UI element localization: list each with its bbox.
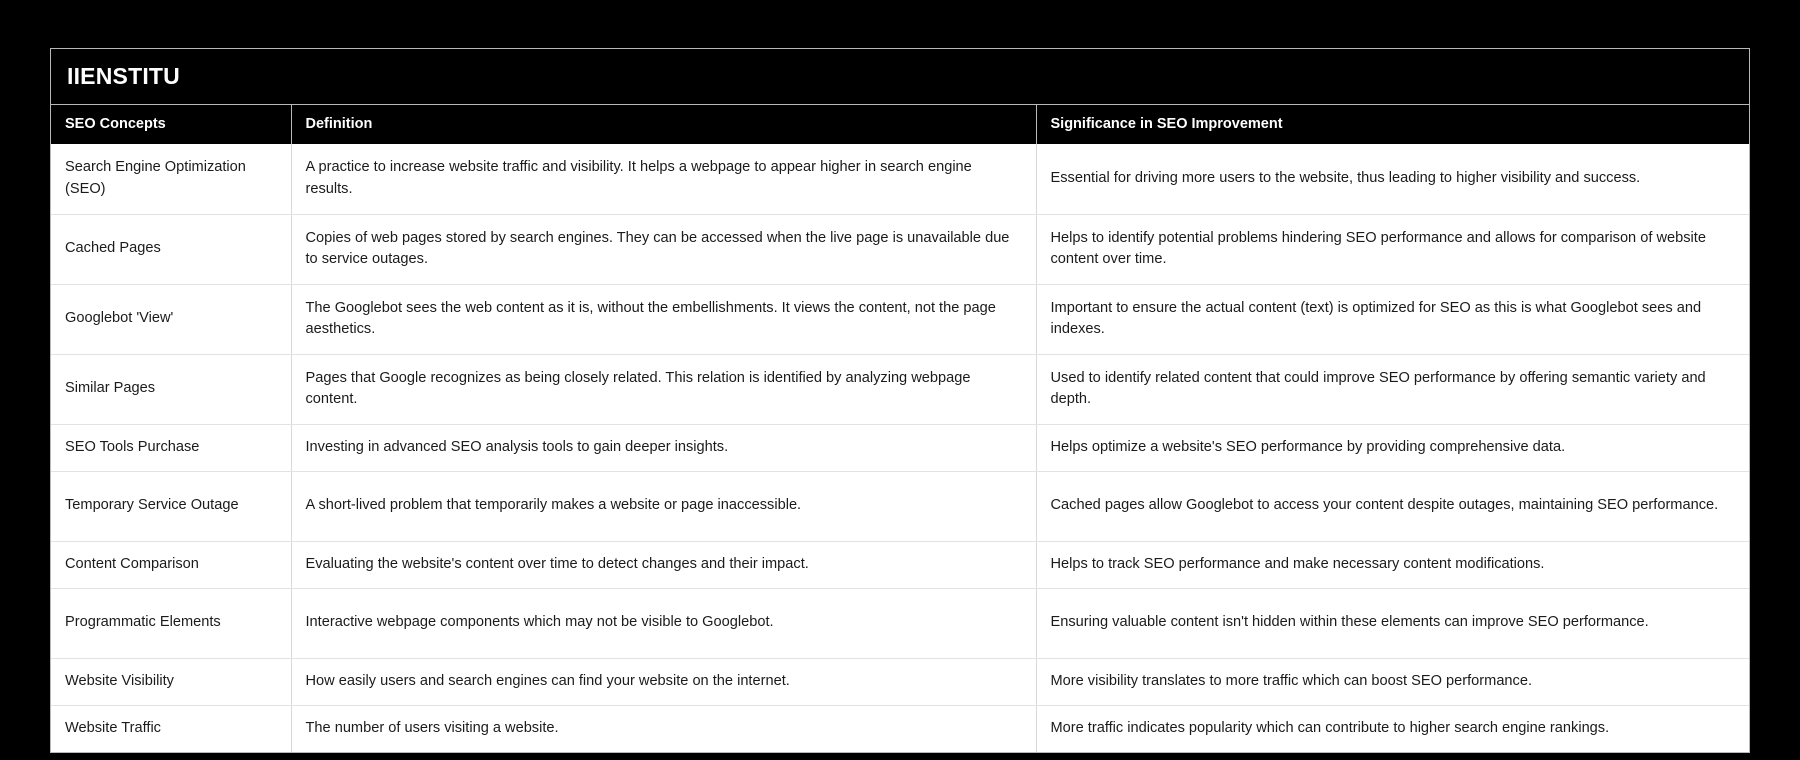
cell-significance: More traffic indicates popularity which can contribute to higher search engine rankings. <box>1036 705 1749 752</box>
cell-definition: How easily users and search engines can find your website on the internet. <box>291 658 1036 705</box>
table-row <box>51 541 1749 588</box>
seo-concepts-table <box>51 105 1749 752</box>
cell-concept: Temporary Service Outage <box>51 471 291 541</box>
cell-significance: Used to identify related content that could improve SEO performance by offering semantic variety and depth. <box>1036 354 1749 424</box>
cell-concept: Similar Pages <box>51 354 291 424</box>
cell-concept: Programmatic Elements <box>51 588 291 658</box>
cell-concept: SEO Tools Purchase <box>51 424 291 471</box>
cell-concept: Website Visibility <box>51 658 291 705</box>
table-row <box>51 354 1749 424</box>
cell-significance: Helps optimize a website's SEO performance by providing comprehensive data. <box>1036 424 1749 471</box>
cell-definition: Evaluating the website's content over time to detect changes and their impact. <box>291 541 1036 588</box>
cell-significance: Essential for driving more users to the website, thus leading to higher visibility and success. <box>1036 144 1749 214</box>
cell-definition: Copies of web pages stored by search engines. They can be accessed when the live page is unavailable due to service outages. <box>291 214 1036 284</box>
brand-title: IIENSTITU <box>67 63 180 89</box>
cell-significance: More visibility translates to more traffic which can boost SEO performance. <box>1036 658 1749 705</box>
table-header-row <box>51 105 1749 144</box>
cell-significance: Important to ensure the actual content (text) is optimized for SEO as this is what Googlebot sees and indexes. <box>1036 284 1749 354</box>
seo-concepts-card <box>50 48 1750 753</box>
cell-concept: Googlebot 'View' <box>51 284 291 354</box>
cell-significance: Helps to identify potential problems hindering SEO performance and allows for comparison of website content over time. <box>1036 214 1749 284</box>
cell-concept: Content Comparison <box>51 541 291 588</box>
cell-significance: Ensuring valuable content isn't hidden within these elements can improve SEO performance. <box>1036 588 1749 658</box>
cell-definition: A practice to increase website traffic and visibility. It helps a webpage to appear higher in search engine results. <box>291 144 1036 214</box>
table-row <box>51 471 1749 541</box>
table-body <box>51 144 1749 752</box>
cell-significance: Helps to track SEO performance and make necessary content modifications. <box>1036 541 1749 588</box>
table-row <box>51 658 1749 705</box>
table-row <box>51 284 1749 354</box>
cell-definition: The Googlebot sees the web content as it is, without the embellishments. It views the content, not the page aesthetics. <box>291 284 1036 354</box>
cell-definition: Interactive webpage components which may not be visible to Googlebot. <box>291 588 1036 658</box>
cell-definition: A short-lived problem that temporarily makes a website or page inaccessible. <box>291 471 1036 541</box>
cell-concept: Website Traffic <box>51 705 291 752</box>
column-header-significance: Significance in SEO Improvement <box>1036 105 1749 144</box>
cell-definition: Investing in advanced SEO analysis tools to gain deeper insights. <box>291 424 1036 471</box>
column-header-definition: Definition <box>291 105 1036 144</box>
table-row <box>51 144 1749 214</box>
cell-significance: Cached pages allow Googlebot to access your content despite outages, maintaining SEO performance. <box>1036 471 1749 541</box>
table-row <box>51 705 1749 752</box>
table-row <box>51 214 1749 284</box>
brand-header <box>51 49 1749 105</box>
cell-definition: Pages that Google recognizes as being closely related. This relation is identified by analyzing webpage content. <box>291 354 1036 424</box>
column-header-seo-concepts: SEO Concepts <box>51 105 291 144</box>
cell-concept: Cached Pages <box>51 214 291 284</box>
table-row <box>51 424 1749 471</box>
table-row <box>51 588 1749 658</box>
cell-concept: Search Engine Optimization (SEO) <box>51 144 291 214</box>
cell-definition: The number of users visiting a website. <box>291 705 1036 752</box>
table-head <box>51 105 1749 144</box>
